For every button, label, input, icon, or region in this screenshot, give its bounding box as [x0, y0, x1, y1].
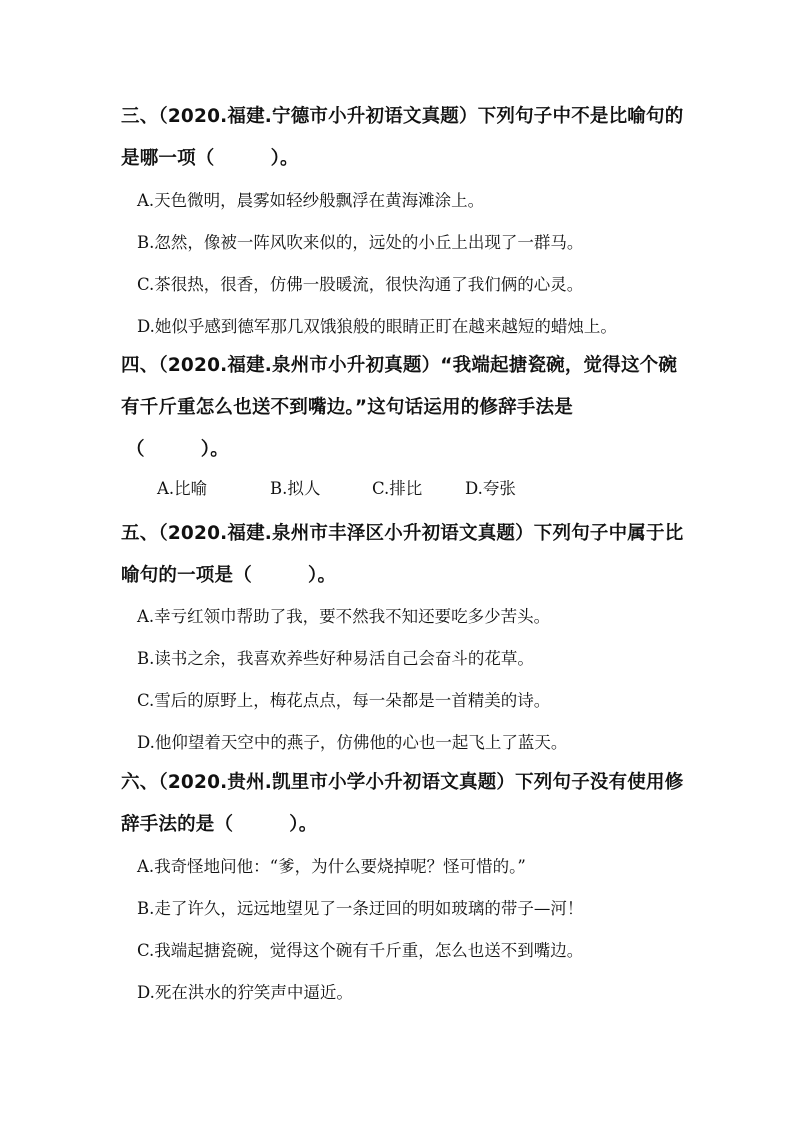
question-4-option-a: A.比喻 [157, 479, 208, 498]
question-3-stem-line-1: 三、（2020.福建.宁德市小升初语文真题）下列句子中不是比喻句的 [121, 106, 684, 127]
question-3-option-a: A.天色微明，晨雾如轻纱般飘浮在黄海滩涂上。 [137, 191, 485, 210]
question-6-option-a: A.我奇怪地问他：“爹，为什么要烧掉呢？怪可惜的。” [137, 857, 526, 876]
question-3-option-b: B.忽然，像被一阵风吹来似的，远处的小丘上出现了一群马。 [137, 233, 584, 252]
question-3-option-c: C.茶很热，很香，仿佛一股暖流，很快沟通了我们俩的心灵。 [137, 275, 584, 294]
question-5-stem-line-2: 喻句的一项是（ ）。 [121, 565, 337, 586]
question-5-option-b: B.读书之余，我喜欢养些好种易活自己会奋斗的花草。 [137, 649, 534, 668]
question-4-option-b: B.拟人 [270, 479, 321, 498]
question-5-stem-line-1: 五、（2020.福建.泉州市丰泽区小升初语文真题）下列句子中属于比 [121, 523, 684, 544]
question-6-stem-line-1: 六、（2020.贵州.凯里市小学小升初语文真题）下列句子没有使用修 [121, 772, 684, 793]
question-5-option-d: D.他仰望着天空中的燕子，仿佛他的心也一起飞上了蓝天。 [137, 733, 568, 752]
question-6-option-d: D.死在洪水的狞笑声中逼近。 [137, 983, 353, 1002]
question-4-stem-line-3: （ ）。 [126, 439, 229, 460]
question-4-option-c: C.排比 [372, 479, 423, 498]
question-4-stem-line-2: 有千斤重怎么也送不到嘴边。”这句话运用的修辞手法是 [121, 397, 573, 418]
question-5-option-a: A.幸亏红领巾帮助了我，要不然我不知还要吃多少苦头。 [137, 607, 551, 626]
question-4-stem-line-1: 四、（2020.福建.泉州市小升初真题）“我端起搪瓷碗，觉得这个碗 [121, 355, 678, 376]
question-3-stem-line-2: 是哪一项（ ）。 [121, 148, 299, 169]
question-6-option-c: C.我端起搪瓷碗，觉得这个碗有千斤重，怎么也送不到嘴边。 [137, 941, 584, 960]
question-6-stem-line-2: 辞手法的是（ ）。 [121, 814, 318, 835]
question-4-option-d: D.夸张 [465, 479, 516, 498]
question-5-option-c: C.雪后的原野上，梅花点点，每一朵都是一首精美的诗。 [137, 691, 551, 710]
question-4-options-row [0, 478, 794, 502]
question-6-option-b: B.走了许久，远远地望见了一条迂回的明如玻璃的带子—河！ [137, 899, 584, 918]
question-3-option-d: D.她似乎感到德军那几双饿狼般的眼睛正盯在越来越短的蜡烛上。 [137, 317, 617, 336]
